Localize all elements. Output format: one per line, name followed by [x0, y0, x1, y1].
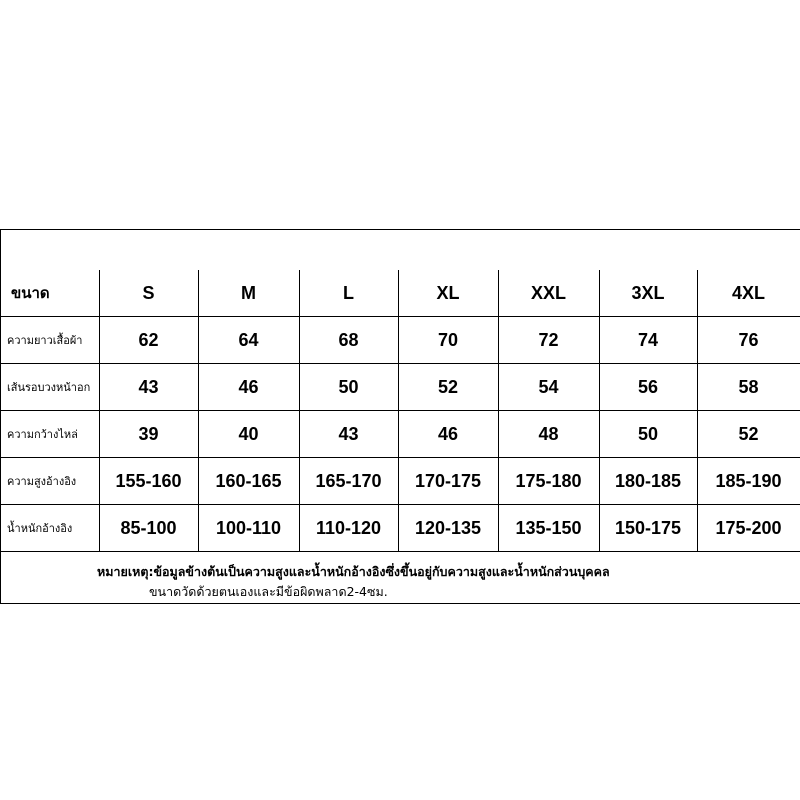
table-cell: 46	[198, 364, 299, 411]
table-cell: 58	[697, 364, 800, 411]
table-cell: 72	[498, 317, 599, 364]
size-table	[1, 270, 800, 552]
size-header-cell: XL	[398, 270, 498, 317]
measurement-label-cell: ความยาวเสื้อผ้า	[1, 317, 99, 364]
table-cell: 52	[697, 411, 800, 458]
table-cell: 62	[99, 317, 198, 364]
table-cell: 43	[299, 411, 398, 458]
note	[1, 562, 800, 602]
table-cell: 74	[599, 317, 697, 364]
table-cell: 76	[697, 317, 800, 364]
table-cell: 160-165	[198, 458, 299, 505]
table-cell: 155-160	[99, 458, 198, 505]
table-cell: 170-175	[398, 458, 498, 505]
table-cell: 54	[498, 364, 599, 411]
note-line-2: ขนาดวัดด้วยตนเองและมีข้อผิดพลาด2-4ซม.	[149, 584, 388, 599]
table-cell: 52	[398, 364, 498, 411]
size-label-cell: ขนาด	[1, 270, 99, 317]
size-header-cell: XXL	[498, 270, 599, 317]
note-line-1: หมายเหตุ:ข้อมูลข้างต้นเป็นความสูงและน้ำหนักอ้างอิงซึ่งขึ้นอยู่กับความสูงและน้ำหนักส่วนบุคคล	[97, 564, 610, 579]
table-cell: 39	[99, 411, 198, 458]
table-cell: 56	[599, 364, 697, 411]
table-cell: 68	[299, 317, 398, 364]
size-header-cell: 3XL	[599, 270, 697, 317]
size-header-cell: S	[99, 270, 198, 317]
size-chart	[0, 229, 800, 604]
table-cell: 40	[198, 411, 299, 458]
measurement-label-cell: ความกว้างไหล่	[1, 411, 99, 458]
table-cell: 185-190	[697, 458, 800, 505]
table-cell: 100-110	[198, 505, 299, 552]
chart-title-row	[1, 230, 800, 270]
table-row	[1, 458, 800, 505]
measurement-label-cell: ความสูงอ้างอิง	[1, 458, 99, 505]
table-cell: 150-175	[599, 505, 697, 552]
table-cell: 48	[498, 411, 599, 458]
table-cell: 50	[599, 411, 697, 458]
table-cell: 70	[398, 317, 498, 364]
table-cell: 165-170	[299, 458, 398, 505]
table-cell: 110-120	[299, 505, 398, 552]
header-row	[1, 270, 800, 317]
table-row	[1, 364, 800, 411]
size-header-cell: 4XL	[697, 270, 800, 317]
table-cell: 50	[299, 364, 398, 411]
table-cell: 180-185	[599, 458, 697, 505]
table-row	[1, 317, 800, 364]
table-row	[1, 505, 800, 552]
table-cell: 43	[99, 364, 198, 411]
table-cell: 135-150	[498, 505, 599, 552]
table-cell: 175-180	[498, 458, 599, 505]
measurement-label-cell: เส้นรอบวงหน้าอก	[1, 364, 99, 411]
table-cell: 64	[198, 317, 299, 364]
measurement-label-cell: น้ำหนักอ้างอิง	[1, 505, 99, 552]
table-cell: 85-100	[99, 505, 198, 552]
table-row	[1, 411, 800, 458]
table-cell: 175-200	[697, 505, 800, 552]
size-header-cell: M	[198, 270, 299, 317]
table-cell: 120-135	[398, 505, 498, 552]
table-cell: 46	[398, 411, 498, 458]
size-header-cell: L	[299, 270, 398, 317]
